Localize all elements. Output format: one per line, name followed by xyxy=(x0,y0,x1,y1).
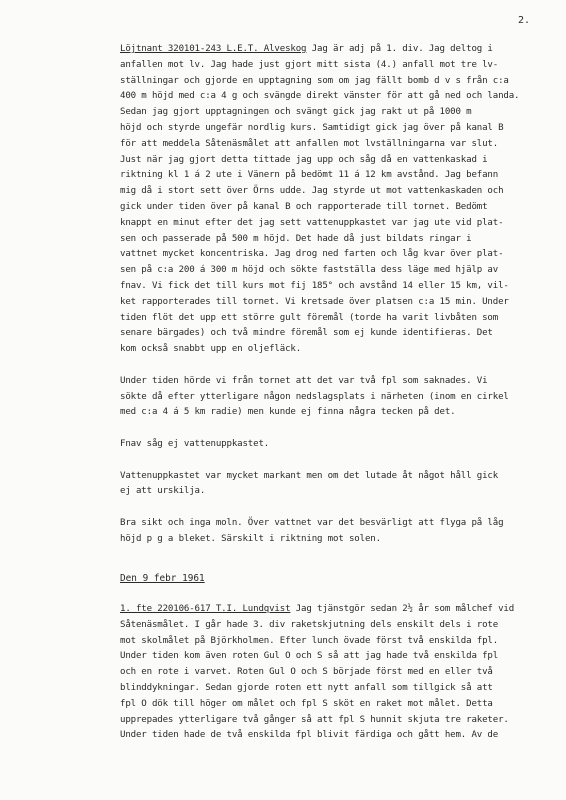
text-line xyxy=(120,58,545,74)
line-text: med c:a 4 á 5 km radie) men kunde ej finna några tecken på det. xyxy=(120,407,456,418)
text-line xyxy=(120,295,545,311)
text-line xyxy=(120,390,545,406)
line-text: höjd p g a bleket. Särskilt i riktning mot solen. xyxy=(120,533,381,544)
line-text: Under tiden kom även roten Gul O och S så att jag hade två enskilda fpl xyxy=(120,651,499,662)
line-text: Sedan jag gjort upptagningen och svängt gick jag rakt ut på 1000 m xyxy=(120,107,472,118)
line-text: Just när jag gjort detta tittade jag upp och såg då en vattenkaskad i xyxy=(120,154,488,165)
line-text: för att meddela Såtenäsmålet att anfallen mot lvställningarna var slut. xyxy=(120,138,499,149)
line-text: ket rapporterades till tornet. Vi kretsade över platsen c:a 15 min. Under xyxy=(120,296,509,307)
text-line xyxy=(120,634,545,650)
text-line xyxy=(120,168,545,184)
line-text: senare bärgades) och två mindre föremål som ej kunde identifieras. Det xyxy=(120,328,493,339)
statement-block-1 xyxy=(120,42,545,548)
line-text: ej att urskilja. xyxy=(120,486,206,497)
text-line xyxy=(120,681,545,697)
line-text: fnav. Vi fick det till kurs mot fij 185° och avstånd 14 eller 15 km, vil- xyxy=(120,280,509,291)
line-text: kom också snabbt upp en oljefläck. xyxy=(120,344,302,355)
line-text: höjd och styrde ungefär nordlig kurs. Samtidigt gick jag över på kanal B xyxy=(120,122,504,133)
text-line xyxy=(120,200,545,216)
text-line xyxy=(120,153,545,169)
text-line xyxy=(120,484,545,500)
text-line xyxy=(120,713,545,729)
text-line xyxy=(120,697,545,713)
text-line xyxy=(120,342,545,358)
line-text: riktning kl 1 á 2 ute i Vänern på bedömt 11 á 12 km avstånd. Jag befann xyxy=(120,170,499,181)
line-text: Bra sikt och inga moln. Över vattnet var det besvärligt att flyga på låg xyxy=(120,517,504,528)
line-text: Vattenuppkastet var mycket markant men om det lutade åt något håll gick xyxy=(120,470,499,481)
page-number: 2. xyxy=(517,15,530,26)
text-line xyxy=(120,42,545,58)
text-line xyxy=(120,263,545,279)
line-text: knappt en minut efter det jag sett vattenuppkastet var jag ute vid plat- xyxy=(120,217,504,228)
line-text: Jag tjänstgör sedan 2½ år som målchef vid xyxy=(290,604,515,614)
text-line xyxy=(120,374,545,390)
text-line xyxy=(120,232,545,248)
date-heading: Den 9 febr 1961 xyxy=(120,573,205,584)
text-line xyxy=(120,74,545,90)
line-text: och en rote i varvet. Roten Gul O och S började först med en eller två xyxy=(120,667,493,678)
text-line xyxy=(120,532,545,548)
text-line xyxy=(120,437,545,453)
line-text: fpl O dök till höger om målet och fpl S sköt en raket mot målet. Detta xyxy=(120,698,493,709)
line-text: sen och passerade på 500 m höjd. Det hade då just bildats ringar i xyxy=(120,233,472,244)
line-text: mot skolmålet på Björkholmen. Efter lunch övade först två enskilda fpl. xyxy=(120,635,499,646)
line-text: sökte då efter ytterligare någon nedslagsplats i närheten (inom en cirkel xyxy=(120,391,509,402)
line-text: sen på c:a 200 á 300 m höjd och sökte fastställa dess läge med hjälp av xyxy=(120,265,499,276)
paragraph-gap xyxy=(120,421,545,437)
underlined-name: 1. fte 220106-617 T.I. Lundqvist xyxy=(120,604,291,614)
text-line xyxy=(120,602,545,618)
paragraph-gap xyxy=(120,358,545,374)
paragraph-gap xyxy=(120,453,545,469)
text-line xyxy=(120,665,545,681)
text-line xyxy=(120,121,545,137)
underlined-name: Löjtnant 320101-243 L.E.T. Alveskog xyxy=(120,44,307,54)
text-line xyxy=(120,649,545,665)
paragraph-gap xyxy=(120,500,545,516)
line-text: upprepades ytterligare två gånger så att fpl S hunnit skjuta tre raketer. xyxy=(120,714,509,725)
text-line xyxy=(120,137,545,153)
line-text: anfallen mot lv. Jag hade just gjort mitt sista (4.) anfall mot tre lv- xyxy=(120,59,499,70)
text-line xyxy=(120,405,545,421)
text-line xyxy=(120,516,545,532)
line-text: Under tiden hade de två enskilda fpl blivit färdiga och gått hem. Av de xyxy=(120,730,499,741)
text-line xyxy=(120,469,545,485)
line-text: 400 m höjd med c:a 4 g och svängde direkt vänster för att gå ned och landa. xyxy=(120,91,520,102)
text-line xyxy=(120,89,545,105)
line-text: blinddykningar. Sedan gjorde roten ett nytt anfall som tillgick så att xyxy=(120,682,493,693)
line-text: vattnet mycket koncentriska. Jag drog ned farten och låg kvar över plat- xyxy=(120,249,504,260)
text-line xyxy=(120,618,545,634)
text-line xyxy=(120,184,545,200)
text-line xyxy=(120,247,545,263)
line-text: tiden flöt det upp ett större gult föremål (torde ha varit livbåten som xyxy=(120,312,499,323)
line-text: ställningar och gjorde en upptagning som om jag fällt bomb d v s från c:a xyxy=(120,75,509,86)
statement-block-2 xyxy=(120,602,545,744)
text-line xyxy=(120,279,545,295)
text-line xyxy=(120,105,545,121)
line-text: Jag är adj på 1. div. Jag deltog i xyxy=(306,44,493,54)
text-line xyxy=(120,216,545,232)
line-text: mig då i stort sett över Örns udde. Jag styrde ut mot vattenkaskaden och xyxy=(120,186,504,197)
text-line xyxy=(120,728,545,744)
line-text: Såtenäsmålet. I går hade 3. div raketskjutning dels enskilt dels i rote xyxy=(120,619,499,630)
text-line xyxy=(120,311,545,327)
text-line xyxy=(120,326,545,342)
line-text: Fnav såg ej vattenuppkastet. xyxy=(120,438,270,449)
line-text: gick under tiden över på kanal B och rapporterade till tornet. Bedömt xyxy=(120,201,488,212)
line-text: Under tiden hörde vi från tornet att det var två fpl som saknades. Vi xyxy=(120,375,488,386)
